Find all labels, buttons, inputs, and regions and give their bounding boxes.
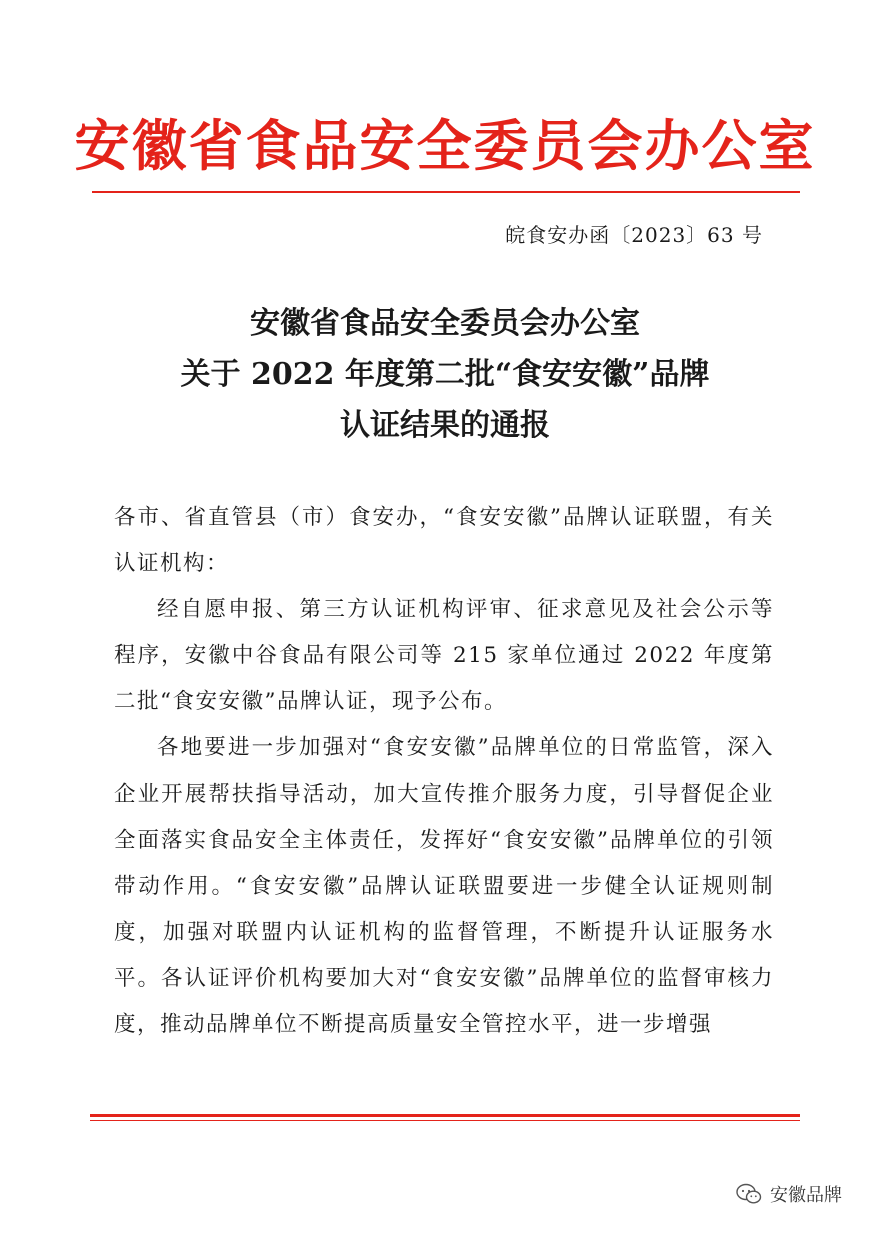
footer-red-rule-thin <box>90 1120 800 1121</box>
title-line-2: 关于 2022 年度第二批“食安安徽”品牌 <box>180 357 710 392</box>
document-body <box>114 495 774 1048</box>
document-title <box>60 298 830 451</box>
body-paragraph-1: 经自愿申报、第三方认证机构评审、征求意见及社会公示等程序，安徽中谷食品有限公司等 215 家单位通过 2022 年度第二批“食安安徽”品牌认证，现予公布。 <box>114 597 774 715</box>
wechat-watermark <box>736 1181 842 1207</box>
title-line-3: 认证结果的通报 <box>340 408 550 443</box>
salutation: 各市、省直管县（市）食安办，“食安安徽”品牌认证联盟，有关认证机构： <box>114 505 774 577</box>
body-paragraph-2: 各地要进一步加强对“食安安徽”品牌单位的日常监管，深入企业开展帮扶指导活动，加大宣传推介服务力度，引导督促企业全面落实食品安全主体责任，发挥好“食安安徽”品牌单位的引领带动作用。“食安安徽”品牌认证联盟要进一步健全认证规则制度，加强对联盟内认证机构的监督管理，不断提升认证服务水平。各认证评价机构要加大对“食安安徽”品牌单位的监督审核力度，推动品牌单位不断提高质量安全管控水平，进一步增强 <box>114 735 774 1038</box>
document-number: 皖食安办函〔2023〕63 号 <box>505 223 763 247</box>
title-line-1: 安徽省食品安全委员会办公室 <box>250 306 640 341</box>
footer-red-rule-thick <box>90 1114 800 1117</box>
wechat-icon <box>736 1183 762 1205</box>
issuer-header: 安徽省食品安全委员会办公室 <box>74 113 816 178</box>
header-red-rule <box>92 191 800 193</box>
watermark-text: 安徽品牌 <box>770 1185 842 1206</box>
